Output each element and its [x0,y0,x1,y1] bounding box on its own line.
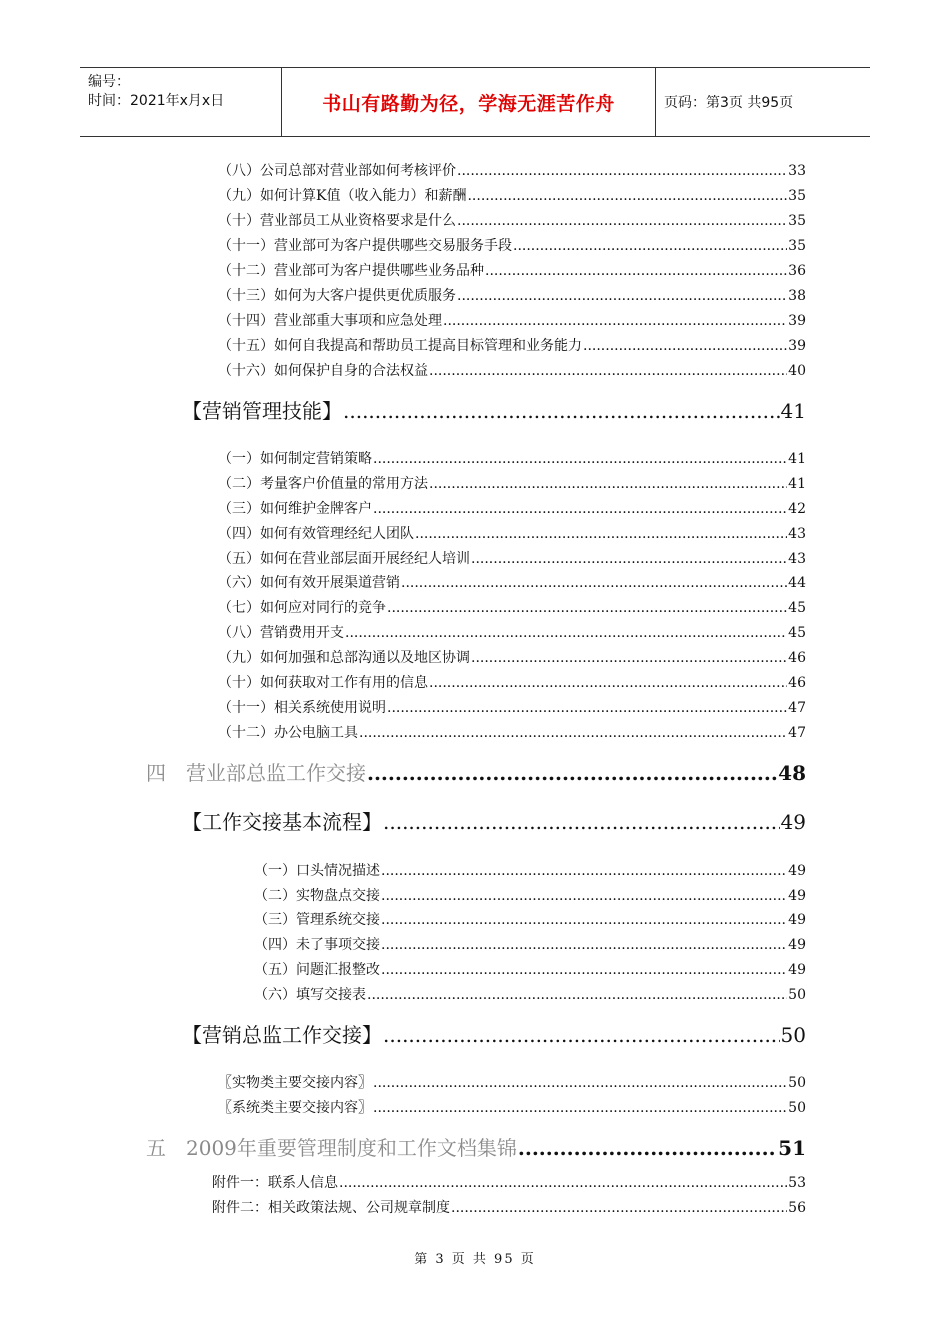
toc-leader-dots [485,263,787,279]
toc-entry-title: 附件一：联系人信息 [212,1175,338,1191]
toc-entry-page: 41 [788,451,806,467]
toc-entry-page: 51 [778,1136,806,1160]
toc-entry-page: 49 [788,912,806,928]
toc-leader-dots [457,163,787,179]
toc-leader-dots [583,338,787,354]
toc-entry-title [146,1132,517,1161]
toc-entry-page: 49 [788,937,806,953]
toc-entry[interactable] [218,185,806,205]
toc-entry-page: 46 [788,675,806,691]
toc-leader-dots [387,700,787,716]
header-meta [80,68,282,136]
toc-entry-page: 47 [788,725,806,741]
toc-chapter[interactable] [146,757,806,785]
toc-entry-title: 【工作交接基本流程】 [182,810,382,834]
toc-entry-title: （四）未了事项交接 [254,937,380,953]
toc-entry-page: 45 [788,625,806,641]
toc-entry-title: （十三）如何为大客户提供更优质服务 [218,288,456,304]
toc-entry-title: （九）如何加强和总部沟通以及地区协调 [218,650,470,666]
toc-entry-title: （七）如何应对同行的竞争 [218,600,386,616]
toc-entry-title: （十五）如何自我提高和帮助员工提高目标管理和业务能力 [218,338,582,354]
toc-entry-title: （十四）营业部重大事项和应急处理 [218,313,442,329]
toc-entry[interactable] [218,335,806,355]
toc-leader-dots [373,501,787,517]
toc-entry[interactable] [218,548,806,568]
toc-heading[interactable] [182,806,806,834]
toc-entry-page: 43 [788,551,806,567]
toc-entry-page: 46 [788,650,806,666]
page-footer: 第 3 页 共 95 页 [414,1252,536,1267]
toc-entry-page: 36 [788,263,806,279]
toc-entry[interactable] [218,1072,806,1092]
toc-leader-dots [451,1200,787,1216]
toc-leader-dots [345,625,787,641]
toc-entry-title: 〖实物类主要交接内容〗 [218,1075,372,1091]
toc-leader-dots [381,912,787,928]
toc-entry[interactable] [218,285,806,305]
toc-entry[interactable] [218,597,806,617]
toc-entry[interactable] [254,934,806,954]
toc-entry-title: （九）如何计算K值（收入能力）和薪酬 [218,188,467,204]
toc-entry[interactable] [218,498,806,518]
toc-entry-page: 49 [788,888,806,904]
toc-leader-dots [415,526,787,542]
toc-entry[interactable] [254,959,806,979]
toc-leader-dots [518,1136,777,1160]
toc-leader-dots [381,937,787,953]
toc-entry-title: （八）公司总部对营业部如何考核评价 [218,163,456,179]
toc-entry-title: （三）如何维护金牌客户 [218,501,372,517]
toc-entry[interactable] [218,697,806,717]
toc-entry-title: 附件二：相关政策法规、公司规章制度 [212,1200,450,1216]
toc-entry-page: 56 [788,1200,806,1216]
toc-entry-page: 49 [788,962,806,978]
toc-leader-dots [513,238,787,254]
toc-heading[interactable] [182,395,806,423]
toc-entry-page: 42 [788,501,806,517]
toc-leader-dots [429,363,787,379]
toc-entry-title: （十六）如何保护自身的合法权益 [218,363,428,379]
toc-entry[interactable] [254,909,806,929]
toc-entry-title [146,757,366,786]
toc-entry-title: （五）如何在营业部层面开展经纪人培训 [218,551,470,567]
toc-entry[interactable] [218,160,806,180]
toc-entry-page: 39 [788,313,806,329]
toc-leader-dots [457,213,787,229]
toc-entry-title: （八）营销费用开支 [218,625,344,641]
toc-leader-dots [429,476,787,492]
toc-leader-dots [339,1175,787,1191]
time-label: 时间：2021年x月x日 [88,93,225,109]
toc-entry-page: 50 [788,987,806,1003]
toc-entry-title: 【营销管理技能】 [182,399,342,423]
toc-entry-title: （十二）营业部可为客户提供哪些业务品种 [218,263,484,279]
toc-leader-dots [471,551,787,567]
toc-entry-page: 43 [788,526,806,542]
chapter-number: 五 [146,1136,166,1160]
toc-entry[interactable] [254,984,806,1004]
chapter-title: 2009年重要管理制度和工作文档集锦 [186,1136,517,1160]
toc-entry[interactable] [218,360,806,380]
toc-entry[interactable] [218,722,806,742]
toc-entry-title: （四）如何有效管理经纪人团队 [218,526,414,542]
toc-leader-dots [367,761,777,785]
toc-entry-title: （一）口头情况描述 [254,863,380,879]
toc-entry-title: （五）问题汇报整改 [254,962,380,978]
toc-leader-dots [387,600,787,616]
toc-leader-dots [373,451,787,467]
toc-entry[interactable] [218,260,806,280]
toc-entry-title: 〖系统类主要交接内容〗 [218,1100,372,1116]
toc-entry-title: （十）如何获取对工作有用的信息 [218,675,428,691]
toc-entry-page: 48 [778,761,806,785]
toc-entry-page: 49 [780,810,806,834]
toc-leader-dots [367,987,787,1003]
toc-leader-dots [383,810,780,834]
toc-entry[interactable] [218,622,806,642]
toc-leader-dots [401,575,787,591]
toc-entry-title: （六）如何有效开展渠道营销 [218,575,400,591]
toc-entry[interactable] [218,473,806,493]
toc-entry-title: 【营销总监工作交接】 [182,1023,382,1047]
chapter-title: 营业部总监工作交接 [186,761,366,785]
toc-entry-page: 40 [788,363,806,379]
toc-leader-dots [429,675,787,691]
toc-leader-dots [383,1023,780,1047]
toc-entry-page: 45 [788,600,806,616]
toc-entry-page: 50 [788,1075,806,1091]
toc-entry-page: 35 [788,238,806,254]
toc-leader-dots [373,1100,787,1116]
toc-entry[interactable] [218,572,806,592]
toc-entry-title: （十二）办公电脑工具 [218,725,358,741]
toc-entry[interactable] [218,235,806,255]
toc-leader-dots [381,888,787,904]
toc-entry-title: （三）管理系统交接 [254,912,380,928]
toc-entry-page: 49 [788,863,806,879]
toc-leader-dots [443,313,787,329]
toc-entry[interactable] [212,1197,806,1217]
toc-entry-title: （十一）相关系统使用说明 [218,700,386,716]
toc-entry-page: 50 [780,1023,806,1047]
toc-leader-dots [381,962,787,978]
code-label: 编号： [88,74,130,90]
toc-entry-title: （十一）营业部可为客户提供哪些交易服务手段 [218,238,512,254]
toc-entry[interactable] [218,523,806,543]
toc-heading[interactable] [182,1019,806,1047]
toc-entry-title: （二）实物盘点交接 [254,888,380,904]
toc-entry[interactable] [218,210,806,230]
header-page-info: 页码：第3页 共95页 [664,95,794,111]
toc-entry-title: （六）填写交接表 [254,987,366,1003]
toc-chapter[interactable] [146,1132,806,1160]
toc-entry[interactable] [218,672,806,692]
toc-entry-title: （二）考量客户价值量的常用方法 [218,476,428,492]
toc-entry-page: 50 [788,1100,806,1116]
toc-entry-page: 41 [780,399,806,423]
toc-entry-page: 39 [788,338,806,354]
toc-entry[interactable] [218,310,806,330]
chapter-number: 四 [146,761,166,785]
toc-leader-dots [457,288,787,304]
toc-entry[interactable] [218,1097,806,1117]
toc-leader-dots [359,725,787,741]
toc-entry[interactable] [212,1172,806,1192]
toc-leader-dots [381,863,787,879]
toc-leader-dots [471,650,787,666]
toc-entry-page: 35 [788,188,806,204]
toc-entry-page: 41 [788,476,806,492]
header-motto: 书山有路勤为径，学海无涯苦作舟 [282,68,656,136]
toc-entry-page: 33 [788,163,806,179]
page-header [80,67,870,137]
toc-entry[interactable] [218,647,806,667]
toc-entry[interactable] [254,885,806,905]
toc-entry-page: 53 [788,1175,806,1191]
toc-entry-page: 44 [788,575,806,591]
toc-leader-dots [373,1075,787,1091]
toc-entry[interactable] [218,448,806,468]
toc-entry-title: （十）营业部员工从业资格要求是什么 [218,213,456,229]
toc-entry[interactable] [254,860,806,880]
toc-entry-title: （一）如何制定营销策略 [218,451,372,467]
toc-entry-page: 35 [788,213,806,229]
toc-entry-page: 47 [788,700,806,716]
toc-leader-dots [343,399,780,423]
toc-entry-page: 38 [788,288,806,304]
toc-leader-dots [467,188,787,204]
